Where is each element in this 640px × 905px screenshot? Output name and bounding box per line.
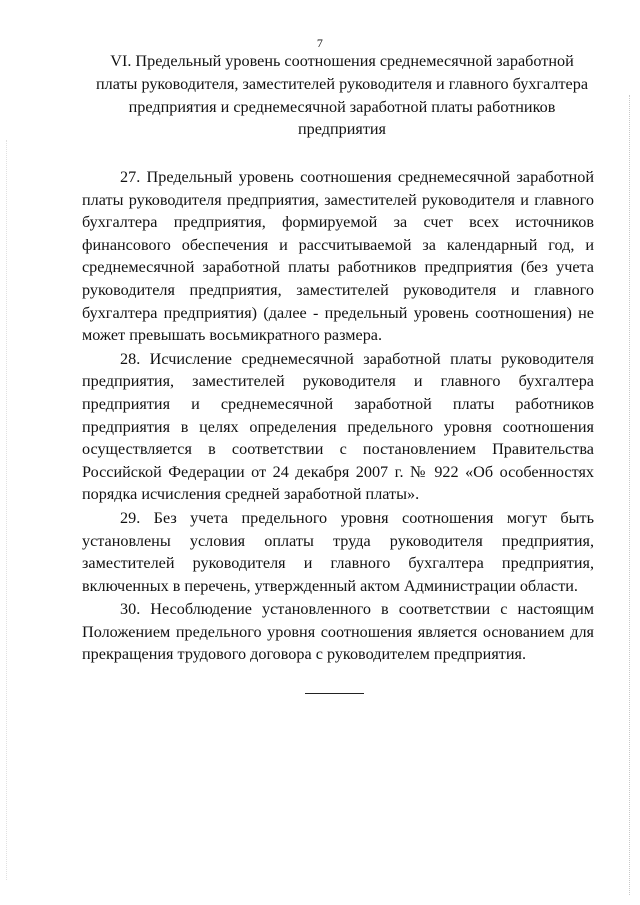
- document-body: [82, 166, 594, 667]
- section-heading: VI. Предельный уровень соотношения среднемесячной заработной платы руководителя, заместителей руководителя и главного бухгалтера предприятия и среднемесячной заработной платы работников предприятия: [95, 52, 589, 139]
- paragraph-28: 28. Исчисление среднемесячной заработной платы руководителя предприятия, заместителей руководителя и главного бухгалтера предприятия и среднемесячной заработной платы работников предприятия в целях определения предельного уровня соотношения осуществляется в соответствии с постановлением Правительства Российской Федерации от 24 декабря 2007 г. № 922 «Об особенностях порядка исчисления средней заработной платы».: [82, 349, 594, 504]
- scan-edge-right: [629, 95, 630, 895]
- page-number: 7: [316, 36, 324, 50]
- paragraph-30: 30. Несоблюдение установленного в соответствии с настоящим Положением предельного уровня соотношения является основанием для прекращения трудового договора с руководителем предприятия.: [82, 600, 594, 664]
- scan-edge-left: [6, 140, 7, 880]
- paragraph-27: 27. Предельный уровень соотношения среднемесячной заработной платы руководителя предприятия, заместителей руководителя и главного бухгалтера предприятия, формируемой за счет всех источников финансового обеспечения и рассчитываемой за календарный год, и среднемесячной заработной платы работников предприятия (без учета руководителя предприятия, заместителей руководителя и главного бухгалтера предприятия) (далее - предельный уровень соотношения) не может превышать восьмикратного размера.: [82, 168, 594, 345]
- paragraph-29: 29. Без учета предельного уровня соотношения могут быть установлены условия оплаты труда руководителя предприятия, заместителей руководителя и главного бухгалтера предприятия, включенных в перечень, утвержденный актом Администрации области.: [82, 508, 594, 595]
- end-separator-line: [305, 693, 364, 694]
